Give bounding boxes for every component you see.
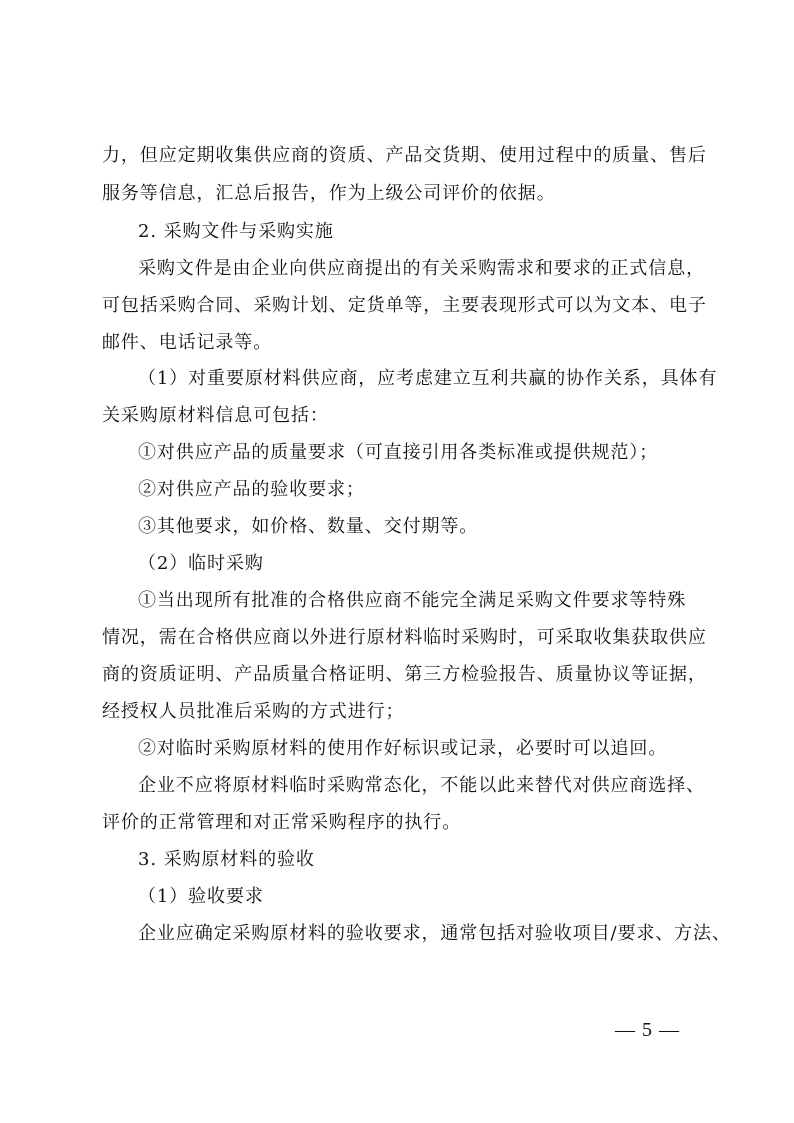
list-item: ②对临时采购原材料的使用作好标识或记录，必要时可以追回。 <box>138 738 668 759</box>
list-item: ①对供应产品的质量要求（可直接引用各类标准或提供规范）； <box>138 442 659 463</box>
section-heading: 3. 采购原材料的验收 <box>138 849 315 870</box>
page-number: — 5 — <box>615 1019 680 1041</box>
list-item: ③其他要求，如价格、数量、交付期等。 <box>138 516 479 537</box>
list-item: ①当出现所有批准的合格供应商不能完全满足采购文件要求等特殊 <box>138 590 687 611</box>
subsection-heading: （1）验收要求 <box>138 886 264 907</box>
section-heading: 2. 采购文件与采购实施 <box>138 221 334 242</box>
text-line: 可包括采购合同、采购计划、定货单等，主要表现形式可以为文本、电子 <box>102 295 707 316</box>
text-line: 采购文件是由企业向供应商提出的有关采购需求和要求的正式信息， <box>138 258 705 279</box>
list-item: ②对供应产品的验收要求； <box>138 479 365 500</box>
text-line: 服务等信息，汇总后报告，作为上级公司评价的依据。 <box>102 183 556 204</box>
text-line: 企业应确定采购原材料的验收要求，通常包括对验收项目/要求、方法、 <box>138 923 731 944</box>
text-line: 商的资质证明、产品质量合格证明、第三方检验报告、质量协议等证据， <box>102 664 707 685</box>
text-line: 评价的正常管理和对正常采购程序的执行。 <box>102 812 462 833</box>
text-line: 关采购原材料信息可包括： <box>102 405 329 426</box>
text-line: 力，但应定期收集供应商的资质、产品交货期、使用过程中的质量、售后 <box>102 145 707 166</box>
text-line: 邮件、电话记录等。 <box>102 332 273 353</box>
document-body <box>102 143 731 946</box>
text-line: 经授权人员批准后采购的方式进行； <box>102 701 405 722</box>
text-line: 企业不应将原材料临时采购常态化，不能以此来替代对供应商选择、 <box>138 775 705 796</box>
text-line: 情况，需在合格供应商以外进行原材料临时采购时，可采取收集获取供应 <box>102 627 707 648</box>
subsection-heading: （2）临时采购 <box>138 553 264 574</box>
list-item: （1）对重要原材料供应商，应考虑建立互利共赢的协作关系，具体有 <box>138 368 718 389</box>
